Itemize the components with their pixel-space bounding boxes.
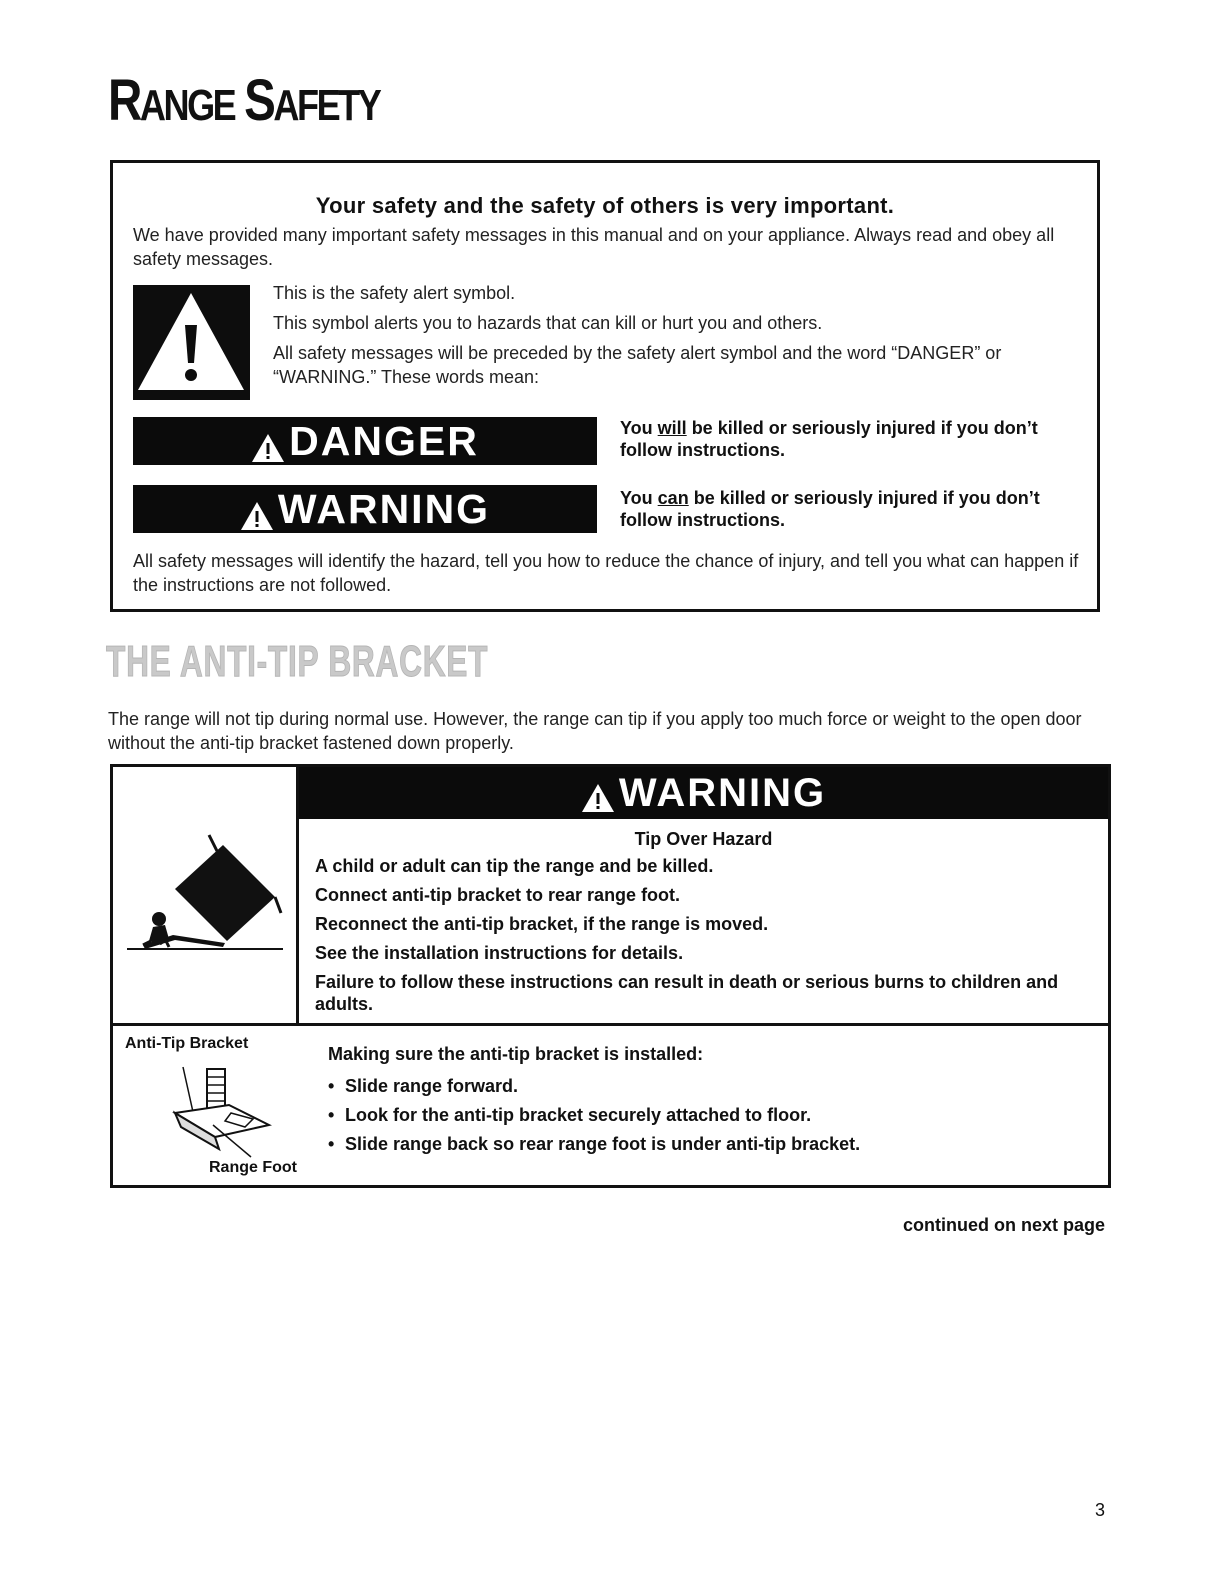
danger-def-text: You: [620, 418, 658, 438]
hazard-line: See the installation instructions for details.: [315, 943, 684, 963]
alert-triangle-icon: [251, 426, 285, 456]
title-part2-rest: AFETY: [273, 81, 380, 130]
hazard-line: Failure to follow these instructions can result in death or serious burns to children and adults.: [315, 972, 1059, 1014]
title-part1-initial: R: [108, 68, 140, 133]
safety-heading: Your safety and the safety of others is very important.: [315, 193, 895, 218]
warning-def-emphasis: can: [657, 488, 689, 508]
hazard-name: Tip Over Hazard: [634, 829, 773, 849]
danger-signal-bar: [133, 417, 597, 465]
anti-tip-bracket-illustration: [169, 1063, 275, 1159]
warning-definition: [620, 487, 1085, 531]
warning-label: WARNING: [277, 485, 491, 532]
hazard-instructions: [315, 855, 1094, 1022]
list-item: • Slide range forward.: [328, 1072, 860, 1101]
warning-def-text: You: [620, 488, 658, 508]
page-number: 3: [1094, 1500, 1105, 1520]
tip-warning-bar: [299, 767, 1108, 819]
danger-label: DANGER: [289, 417, 479, 464]
alert-triangle-icon: [581, 778, 615, 808]
check-title: Making sure the anti-tip bracket is installed:: [328, 1044, 704, 1064]
check-list: [328, 1072, 860, 1159]
continued-note: continued on next page: [902, 1215, 1105, 1235]
danger-definition: [620, 417, 1085, 461]
tip-illustration-panel: [113, 767, 299, 1023]
alert-symbol-description: [273, 281, 1083, 395]
danger-def-emphasis: will: [657, 418, 687, 438]
title-part2-initial: S: [244, 68, 274, 133]
tipping-range-illustration: [125, 827, 285, 967]
list-item: • Look for the anti-tip bracket securely attached to floor.: [328, 1101, 860, 1130]
tip-warning-label: WARNING: [618, 770, 827, 815]
safety-closing-text: All safety messages will identify the hazard, tell you how to reduce the chance of injury, and tell you what can happen if the instructions are not followed.: [133, 551, 1079, 595]
list-item: • Slide range back so rear range foot is under anti-tip bracket.: [328, 1130, 860, 1159]
alert-line: This symbol alerts you to hazards that can kill or hurt you and others.: [273, 313, 823, 333]
warning-signal-bar: [133, 485, 597, 533]
alert-triangle-icon: [240, 494, 274, 524]
warning-def-text: be killed or seriously injured if you don’t follow instructions.: [620, 488, 1040, 530]
anti-tip-bracket-label: Anti-Tip Bracket: [125, 1035, 249, 1052]
hazard-line: Connect anti-tip bracket to rear range foot.: [315, 885, 681, 905]
anti-tip-section-title: THE ANTI-TIP BRACKET: [106, 637, 489, 686]
hazard-line: A child or adult can tip the range and be killed.: [315, 856, 714, 876]
page-title: [108, 68, 380, 133]
danger-def-text: be killed or seriously injured if you don’t follow instructions.: [620, 418, 1038, 460]
alert-line: This is the safety alert symbol.: [273, 283, 516, 303]
anti-tip-intro-text: The range will not tip during normal use. However, the range can tip if you apply too much force or weight to the open door without the anti-tip bracket fastened down properly.: [108, 709, 1082, 753]
tip-box-divider: [113, 1023, 1108, 1026]
safety-message-box: [110, 160, 1100, 612]
range-foot-label: Range Foot: [209, 1159, 297, 1176]
hazard-line: Reconnect the anti-tip bracket, if the range is moved.: [315, 914, 769, 934]
safety-alert-symbol-icon: [133, 285, 250, 400]
title-part1-rest: ANGE: [139, 81, 235, 130]
tip-over-warning-box: [110, 764, 1111, 1188]
safety-intro-text: We have provided many important safety messages in this manual and on your appliance. Always read and obey all safety messages.: [133, 225, 1055, 269]
alert-line: All safety messages will be preceded by the safety alert symbol and the word “DANGER” or “WARNING.” These words mean:: [273, 343, 1002, 387]
